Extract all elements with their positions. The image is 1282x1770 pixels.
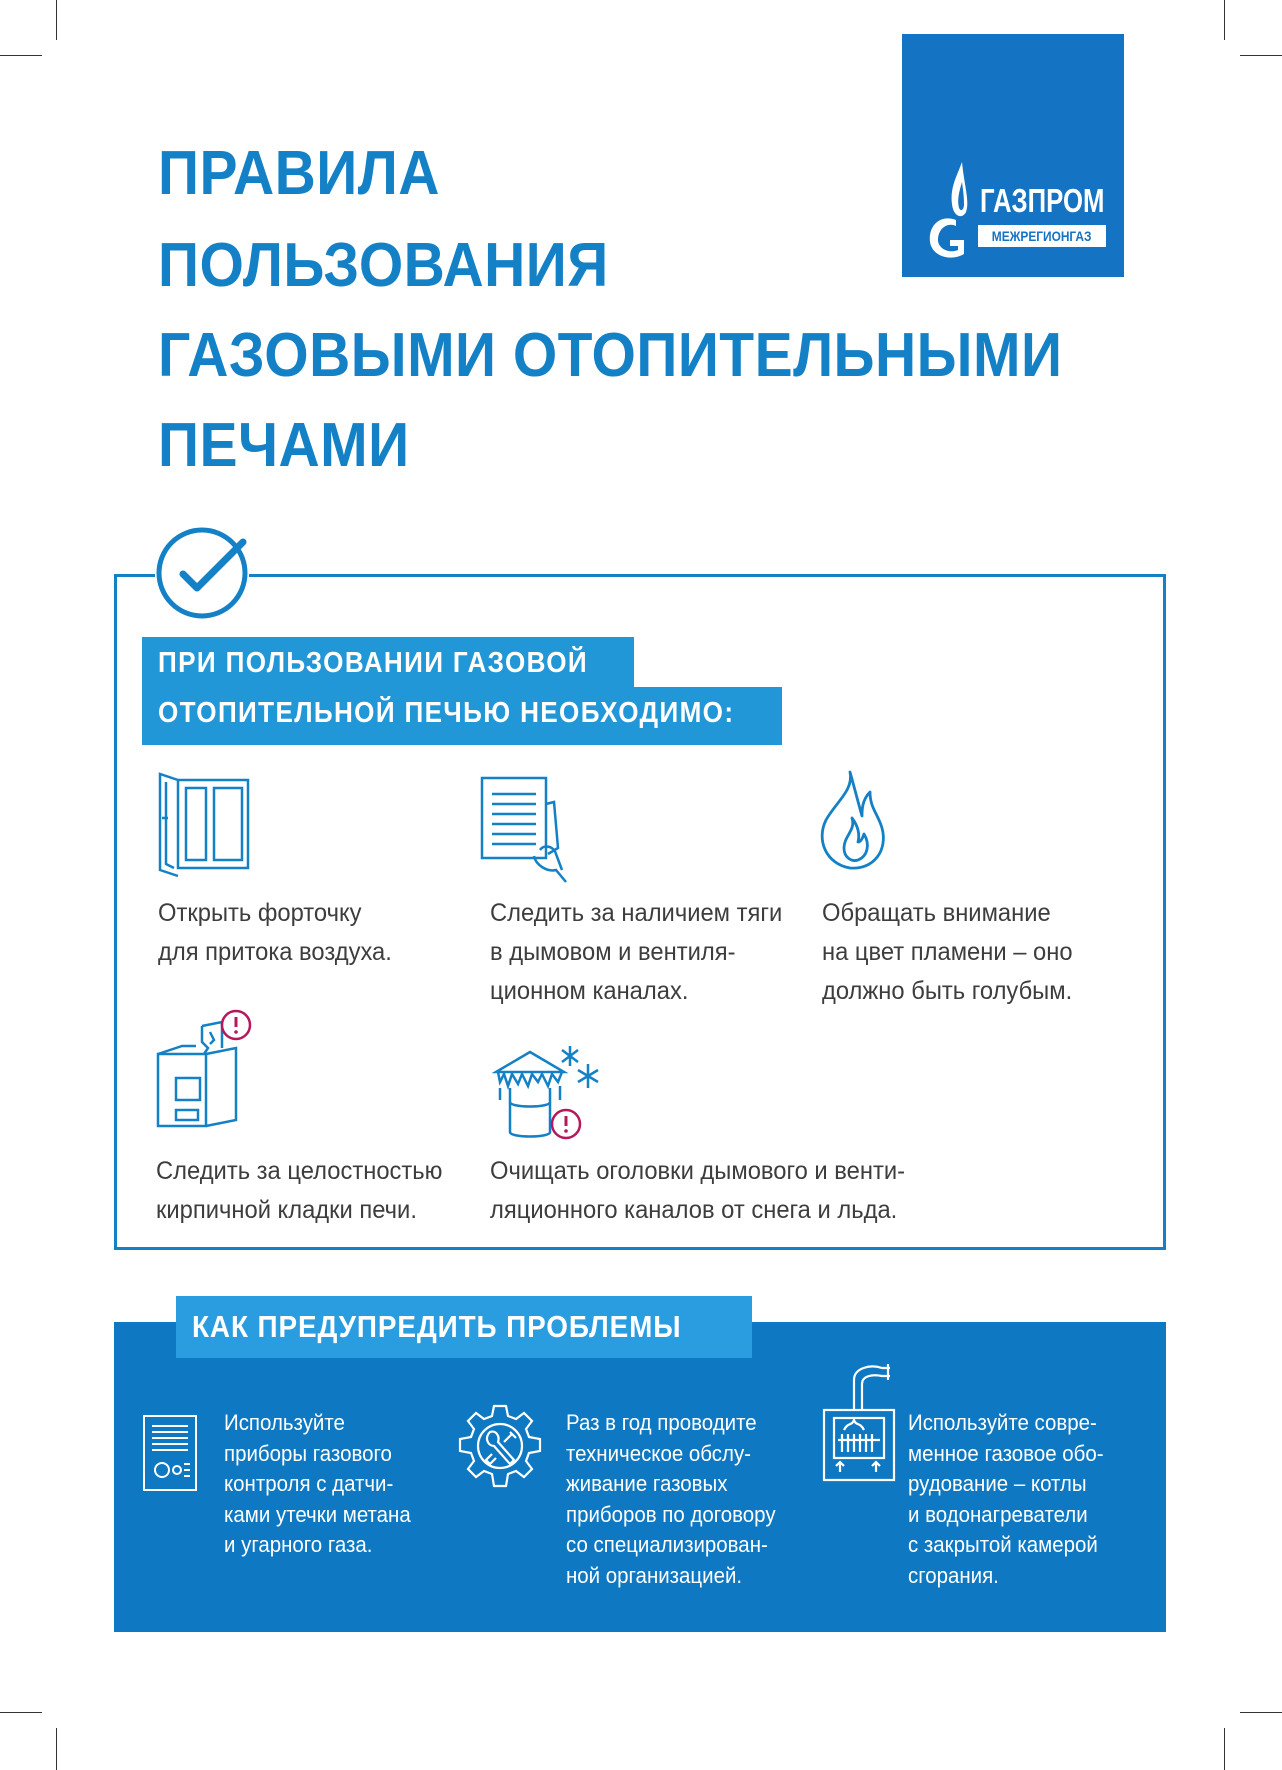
document-hand-icon xyxy=(478,774,574,886)
rule-item-text: Обращать внимание на цвет пламени – оно должно быть голубым. xyxy=(822,899,1073,1005)
prevention-heading: КАК ПРЕДУПРЕДИТЬ ПРОБЛЕМЫ xyxy=(176,1296,752,1358)
gas-detector-icon xyxy=(140,1412,200,1494)
rule-item-text: Следить за целостностью кирпичной кладки печи. xyxy=(156,1157,443,1224)
crop-mark xyxy=(56,1728,57,1770)
flame-logo-icon xyxy=(916,154,986,264)
gazprom-logo xyxy=(902,34,1124,277)
rule-item-text: Следить за наличием тяги в дымовом и вентиля- ционном каналах. xyxy=(490,899,783,1005)
crop-mark xyxy=(56,0,57,40)
prevention-item-text: Используйте приборы газового контроля с датчи- ками утечки метана и угарного газа. xyxy=(224,1410,411,1557)
crop-mark xyxy=(1240,1712,1282,1713)
brick-stove-icon xyxy=(152,1008,256,1132)
flame-icon xyxy=(816,768,890,872)
logo-subtitle: МЕЖРЕГИОНГАЗ xyxy=(978,225,1106,247)
prevention-item-text: Используйте совре- менное газовое обо- рудование – котлы и водонагреватели с закрытой камерой сгорания. xyxy=(908,1410,1104,1588)
gear-tools-icon xyxy=(456,1402,544,1490)
rule-item-text: Открыть форточку для притока воздуха. xyxy=(158,899,392,966)
title-line: ПРАВИЛА xyxy=(158,139,440,208)
logo-wordmark: ГАЗПРОМ xyxy=(980,182,1105,219)
title-line: ГАЗОВЫМИ ОТОПИТЕЛЬНЫМИ xyxy=(158,321,1063,390)
title-line: ПЕЧАМИ xyxy=(158,411,410,480)
boiler-icon xyxy=(818,1360,900,1484)
crop-mark xyxy=(1224,0,1225,40)
crop-mark xyxy=(1224,1728,1225,1770)
title-line: ПОЛЬЗОВАНИЯ xyxy=(158,231,609,300)
crop-mark xyxy=(1240,55,1282,56)
window-icon xyxy=(156,772,252,878)
rules-heading-line2: ОТОПИТЕЛЬНОЙ ПЕЧЬЮ НЕОБХОДИМО: xyxy=(142,687,782,745)
crop-mark xyxy=(0,1712,42,1713)
rules-heading: ПРИ ПОЛЬЗОВАНИИ ГАЗОВОЙ xyxy=(142,637,634,687)
chimney-cap-snow-icon xyxy=(492,1040,604,1146)
prevention-item-text: Раз в год проводите техническое обслу- живание газовых приборов по договору со специализирован- ной организацией. xyxy=(566,1410,776,1588)
crop-mark xyxy=(0,55,42,56)
rule-item-text: Очищать оголовки дымового и венти- ляционного каналов от снега и льда. xyxy=(490,1157,906,1224)
checkmark-circle-icon xyxy=(155,526,249,620)
